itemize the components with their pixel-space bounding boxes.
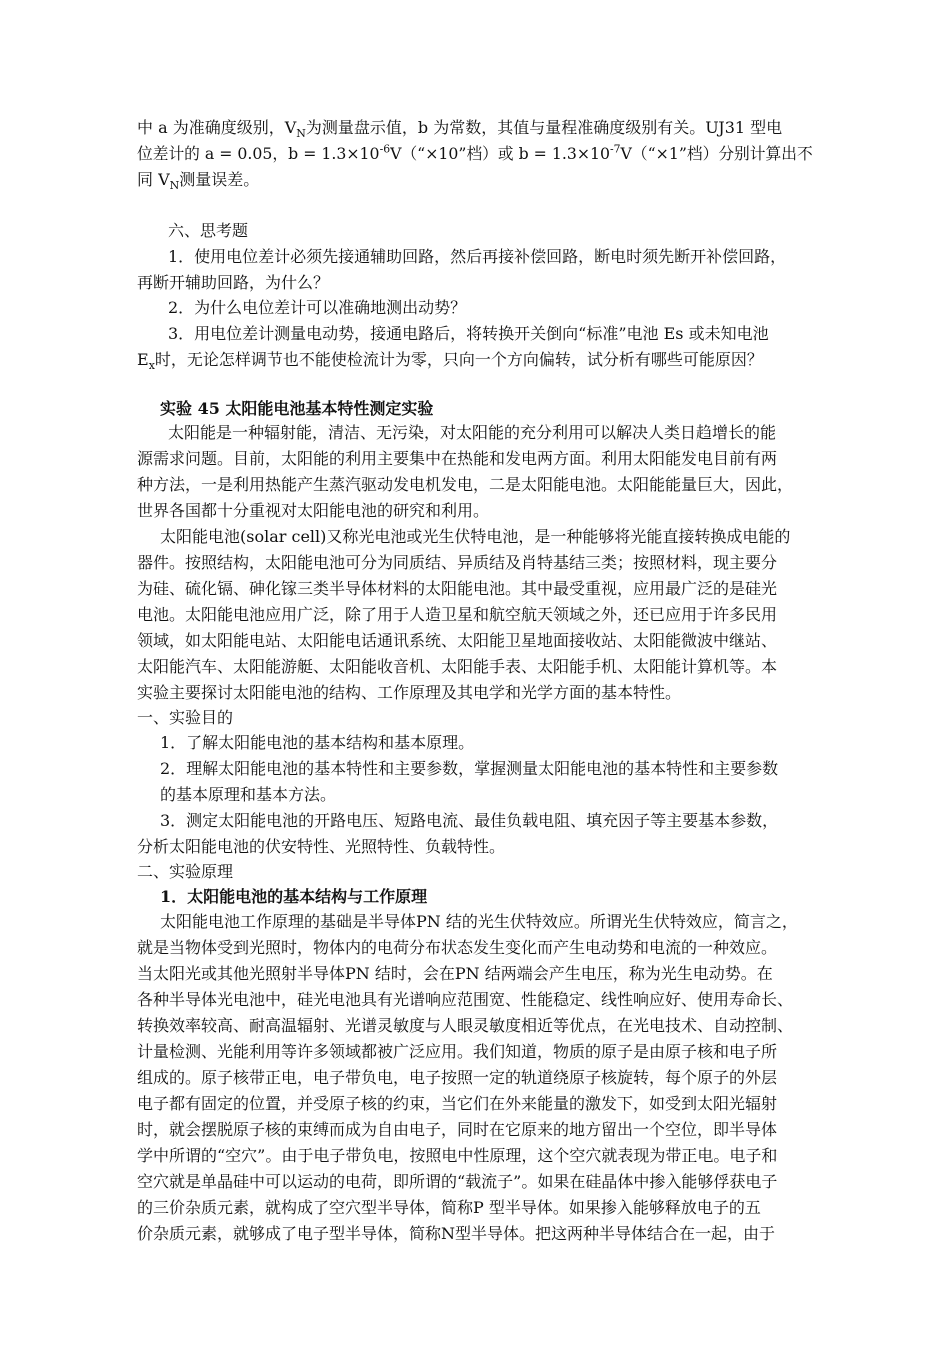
questions-heading: 六、思考题 — [168, 221, 249, 240]
paragraph-3-line: 各种半导体光电池中，硅光电池具有光谱响应范围宽、性能稳定、线性响应好、使用寿命长、 — [137, 990, 794, 1009]
paragraph-3-line: 空穴就是单晶硅中可以运动的电荷，即所谓的“载流子”。如果在硅晶体中掺入能够俘获电子 — [137, 1172, 778, 1191]
intro-line-1: 中 a 为准确度级别，$V_N$为测量盘示值，b 为常数，其值与量程准确度级别有关。UJ31 型电 — [137, 118, 783, 141]
paragraph-3-line: 计量检测、光能利用等许多领域都被广泛应用。我们知道，物质的原子是由原子核和电子所 — [137, 1042, 778, 1061]
paragraph-3-line: 电子都有固定的位置，并受原子核的约束，当它们在外来能量的激发下，如受到太阳光辐射 — [137, 1094, 778, 1113]
principle-heading: 二、实验原理 — [137, 862, 234, 881]
question-1-line-2: 再断开辅助回路，为什么？ — [137, 273, 330, 292]
purpose-item: 的基本原理和基本方法。 — [160, 785, 337, 804]
paragraph-2-line: 实验主要探讨太阳能电池的结构、工作原理及其电学和光学方面的基本特性。 — [137, 683, 682, 702]
paragraph-3-line: 组成的。原子核带正电，电子带负电，电子按照一定的轨道绕原子核旋转，每个原子的外层 — [137, 1068, 778, 1087]
paragraph-3-line: 学中所谓的“空穴”。由于电子带负电，按照电中性原理，这个空穴就表现为带正电。电子和 — [137, 1146, 778, 1165]
paragraph-2-line: 电池。太阳能电池应用广泛，除了用于人造卫星和航空航天领域之外，还已应用于许多民用 — [137, 605, 778, 624]
experiment-title: 实验 45 太阳能电池基本特性测定实验 — [160, 399, 434, 418]
question-3-line-2: $E_x$时，无论怎样调节也不能使检流计为零，只向一个方向偏转，试分析有哪些可能原因？ — [137, 350, 763, 373]
paragraph-2-line: 太阳能电池(solar cell)又称光电池或光生伏特电池，是一种能够将光能直接转换成电能的 — [160, 527, 791, 546]
paragraph-1-line: 世界各国都十分重视对太阳能电池的研究和利用。 — [137, 501, 490, 520]
paragraph-2-line: 太阳能汽车、太阳能游艇、太阳能收音机、太阳能手表、太阳能手机、太阳能计算机等。本 — [137, 657, 778, 676]
paragraph-2-line: 器件。按照结构，太阳能电池可分为同质结、异质结及肖特基结三类；按照材料，现主要分 — [137, 553, 778, 572]
paragraph-1-line: 源需求问题。目前，太阳能的利用主要集中在热能和发电两方面。利用太阳能发电目前有两 — [137, 449, 778, 468]
principle-subheading: 1．太阳能电池的基本结构与工作原理 — [160, 887, 428, 906]
purpose-item: 分析太阳能电池的伏安特性、光照特性、负载特性。 — [137, 837, 506, 856]
paragraph-2-line: 领域，如太阳能电站、太阳能电话通讯系统、太阳能卫星地面接收站、太阳能微波中继站、 — [137, 631, 778, 650]
intro-line-2: 位差计的 a = 0.05，$b = 1.3\times 10^{-6}V(“\times 10$”档）或 $b = 1.3\times 10^{-7}V(“\times 1$”档）分别计算出不 — [137, 142, 813, 163]
intro-line-3: 同 $V_N$测量误差。 — [137, 170, 260, 193]
paragraph-3-line: 当太阳光或其他光照射半导体PN 结时，会在PN 结两端会产生电压，称为光生电动势。在 — [137, 964, 773, 983]
paragraph-2-line: 为硅、硫化镉、砷化镓三类半导体材料的太阳能电池。其中最受重视，应用最广泛的是硅光 — [137, 579, 778, 598]
paragraph-3-line: 就是当物体受到光照时，物体内的电荷分布状态发生变化而产生电动势和电流的一种效应。 — [137, 938, 778, 957]
question-1-line-1: 1．使用电位差计必须先接通辅助回路，然后再接补偿回路，断电时须先断开补偿回路， — [168, 247, 787, 266]
paragraph-3-line: 时，就会摆脱原子核的束缚而成为自由电子，同时在它原来的地方留出一个空位，即半导体 — [137, 1120, 778, 1139]
paragraph-3-line: 太阳能电池工作原理的基础是半导体PN 结的光生伏特效应。所谓光生伏特效应，简言之， — [160, 912, 798, 931]
purpose-heading: 一、实验目的 — [137, 708, 234, 727]
paragraph-3-line: 的三价杂质元素，就构成了空穴型半导体，简称P 型半导体。如果掺入能够释放电子的五 — [137, 1198, 761, 1217]
question-3-line-1: 3．用电位差计测量电动势，接通电路后，将转换开关倒向“标准”电池 Es 或未知电池 — [168, 324, 769, 343]
paragraph-1-line: 种方法，一是利用热能产生蒸汽驱动发电机发电，二是太阳能电池。太阳能能量巨大，因此， — [137, 475, 794, 494]
paragraph-1-line: 太阳能是一种辐射能，清洁、无污染，对太阳能的充分利用可以解决人类日趋增长的能 — [168, 423, 777, 442]
purpose-item: 2．理解太阳能电池的基本特性和主要参数，掌握测量太阳能电池的基本特性和主要参数 — [160, 759, 779, 778]
question-2: 2．为什么电位差计可以准确地测出动势？ — [168, 298, 467, 317]
paragraph-3-line: 转换效率较高、耐高温辐射、光谱灵敏度与人眼灵敏度相近等优点，在光电技术、自动控制、 — [137, 1016, 794, 1035]
paragraph-3-line: 价杂质元素，就够成了电子型半导体，简称N型半导体。把这两种半导体结合在一起，由于 — [137, 1224, 776, 1243]
purpose-item: 3．测定太阳能电池的开路电压、短路电流、最佳负载电阻、填充因子等主要基本参数， — [160, 811, 779, 830]
purpose-item: 1．了解太阳能电池的基本结构和基本原理。 — [160, 733, 475, 752]
